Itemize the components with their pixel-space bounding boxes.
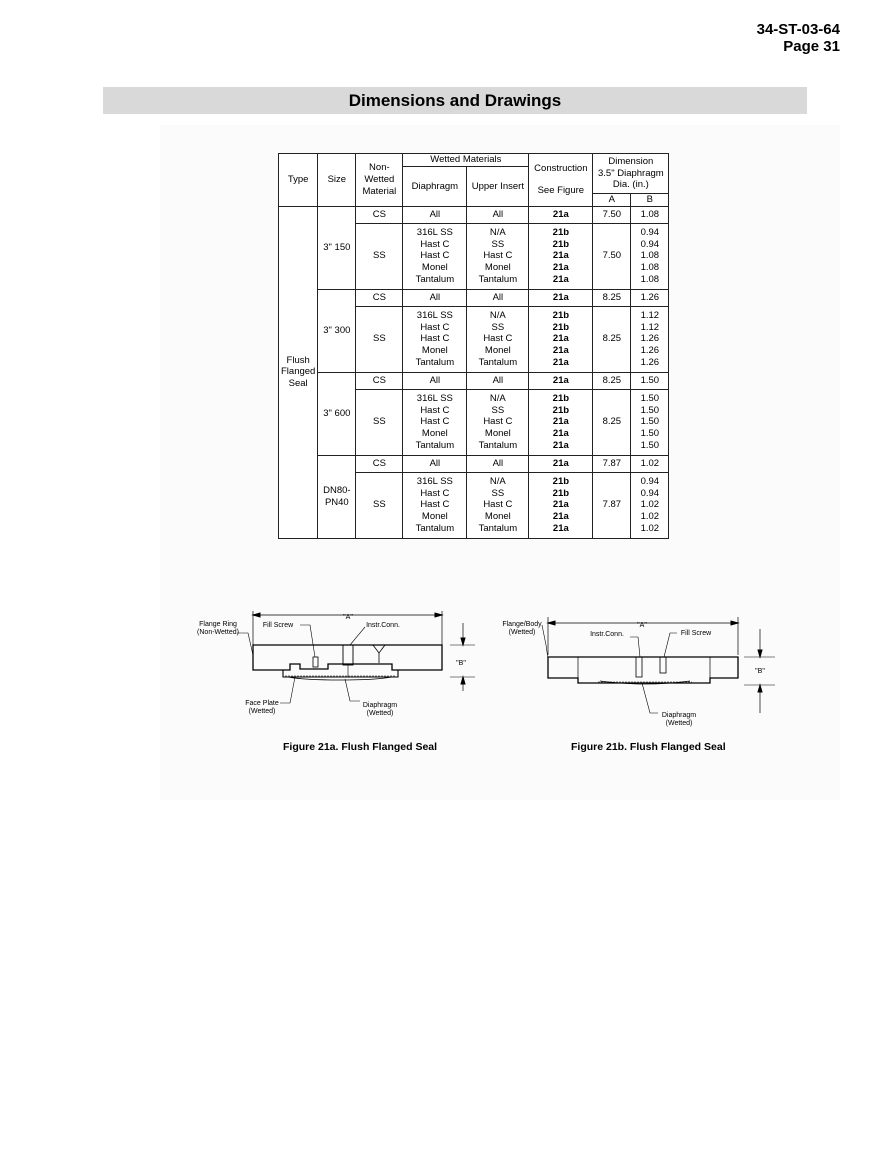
header-construction — [529, 154, 593, 207]
dimension-b-cell-line: 1.26 — [640, 333, 660, 345]
diaphragm-cell-line: Hast C — [420, 416, 450, 428]
header-non-wetted-line: Wetted — [364, 174, 395, 185]
label-dimension-b: "B" — [755, 668, 765, 675]
label-dimension-a: "A" — [343, 614, 353, 621]
figure-cell-line: 21b — [552, 392, 570, 404]
figure-cell — [529, 472, 593, 538]
figure-cell-line: 21a — [552, 416, 569, 428]
figure-cell-line: 21a — [552, 522, 569, 534]
dimension-b-cell-line: 1.08 — [640, 250, 660, 262]
upper-insert-cell: All — [467, 289, 529, 306]
label-flange-ring: Flange Ring — [199, 621, 237, 628]
diaphragm-cell-line: Hast C — [420, 321, 450, 333]
upper-insert-cell-line: Monel — [484, 345, 511, 357]
diaphragm-cell-line: Tantalum — [415, 356, 455, 368]
upper-insert-cell-line: Hast C — [483, 250, 513, 262]
dimension-b-cell-line: 0.94 — [640, 238, 660, 250]
upper-insert-cell: All — [467, 372, 529, 389]
type-cell-line: Seal — [288, 378, 308, 390]
dimension-b-cell-line: 1.08 — [640, 273, 660, 285]
diaphragm-cell-line: Hast C — [420, 250, 450, 262]
dimension-b-cell-line: 0.94 — [640, 475, 660, 487]
upper-insert-cell-line: N/A — [489, 392, 506, 404]
size-cell — [318, 455, 356, 538]
figure-cell-line: 21a — [552, 356, 569, 368]
figure-cell-line: 21a — [552, 250, 569, 262]
diaphragm-cell-line: Hast C — [420, 333, 450, 345]
size-cell — [318, 289, 356, 372]
dimension-b-cell-line: 1.02 — [640, 499, 660, 511]
label-face-plate: Face Plate — [245, 700, 279, 707]
dimension-b-cell — [631, 306, 669, 372]
diaphragm-cell-line: Monel — [421, 262, 448, 274]
figure-cell-line: 21b — [552, 404, 570, 416]
figure-cell-line: 21a — [552, 345, 569, 357]
label-flange-ring-note: (Non-Wetted) — [197, 629, 239, 636]
label-instr-conn: Instr.Conn. — [366, 622, 400, 629]
header-dimension-line: Dia. (in.) — [612, 179, 649, 191]
upper-insert-cell-line: Monel — [484, 511, 511, 523]
upper-insert-cell-line: SS — [491, 487, 505, 499]
dimension-b-cell-line: 0.94 — [640, 226, 660, 238]
figure-cell: 21a — [529, 372, 593, 389]
figure-cell-line: 21a — [552, 511, 569, 523]
diaphragm-cell-line: Hast C — [420, 499, 450, 511]
figure-21a-drawing — [180, 605, 480, 740]
dimension-a-cell: 7.87 — [593, 455, 631, 472]
figure-cell-line: 21b — [552, 487, 570, 499]
upper-insert-cell-line: N/A — [489, 475, 506, 487]
upper-insert-cell-line: Hast C — [483, 333, 513, 345]
table-row — [279, 455, 669, 472]
type-cell-line: Flush — [286, 354, 310, 366]
upper-insert-cell-line: N/A — [489, 226, 506, 238]
dimension-b-cell-line: 1.02 — [640, 511, 660, 523]
label-dimension-a: "A" — [637, 622, 647, 629]
dimension-b-cell-line: 1.50 — [640, 416, 660, 428]
dimension-b-cell: 1.02 — [631, 455, 669, 472]
document-header — [757, 21, 840, 55]
table-row — [279, 206, 669, 223]
figure-cell-line: 21b — [552, 238, 570, 250]
document-number: 34-ST-03-64 — [756, 21, 840, 38]
type-cell — [279, 206, 318, 538]
dimension-a-cell: 8.25 — [593, 372, 631, 389]
diaphragm-cell — [403, 223, 467, 289]
dimension-b-cell: 1.50 — [631, 372, 669, 389]
dimension-a-cell: 7.50 — [593, 206, 631, 223]
label-fill-screw: Fill Screw — [262, 622, 294, 629]
figure-cell-line: 21b — [552, 475, 570, 487]
diaphragm-cell-line: 316L SS — [416, 226, 453, 238]
dimension-b-cell — [631, 472, 669, 538]
upper-insert-cell-line: Hast C — [483, 499, 513, 511]
figure-cell-line: 21a — [552, 439, 569, 451]
header-type: Type — [279, 154, 318, 207]
figure-cell-line: 21b — [552, 309, 570, 321]
diaphragm-cell-line: Monel — [421, 345, 448, 357]
size-cell-line: 3" 600 — [323, 407, 351, 419]
diaphragm-cell-line: 316L SS — [416, 475, 453, 487]
diaphragm-cell: All — [403, 289, 467, 306]
diaphragm-cell-line: Tantalum — [415, 273, 455, 285]
size-cell — [318, 372, 356, 455]
label-flange-body-note: (Wetted) — [508, 629, 536, 636]
label-flange-body: Flange/Body — [502, 621, 542, 628]
diaphragm-cell — [403, 389, 467, 455]
upper-insert-cell-line: Tantalum — [478, 356, 518, 368]
material-cell: SS — [356, 472, 403, 538]
figure-cell: 21a — [529, 206, 593, 223]
diaphragm-cell-line: 316L SS — [416, 392, 453, 404]
figure-cell-line: 21a — [552, 428, 569, 440]
material-cell: SS — [356, 223, 403, 289]
header-non-wetted-line: Non- — [369, 162, 390, 174]
upper-insert-cell-line: Monel — [484, 262, 511, 274]
figure-cell-line: 21b — [552, 226, 570, 238]
upper-insert-cell-line: SS — [491, 321, 505, 333]
diaphragm-cell: All — [403, 206, 467, 223]
dimension-b-cell: 1.26 — [631, 289, 669, 306]
dimension-a-cell: 8.25 — [593, 289, 631, 306]
size-cell-line: 3" 150 — [323, 241, 351, 253]
material-cell: CS — [356, 372, 403, 389]
dimension-b-cell-line: 1.26 — [640, 345, 660, 357]
dimension-a-cell: 7.87 — [593, 472, 631, 538]
figure-cell-line: 21a — [552, 499, 569, 511]
label-instr-conn: Instr.Conn. — [590, 631, 624, 638]
upper-insert-cell-line: Monel — [484, 428, 511, 440]
size-cell-line: DN80- — [323, 485, 351, 496]
header-a: A — [593, 194, 631, 207]
upper-insert-cell: All — [467, 206, 529, 223]
material-cell: CS — [356, 289, 403, 306]
dimension-b-cell-line: 1.50 — [640, 392, 660, 404]
dimension-a-cell: 7.50 — [593, 223, 631, 289]
header-non-wetted — [356, 154, 403, 207]
upper-insert-cell-line: SS — [491, 238, 505, 250]
upper-insert-cell-line: Tantalum — [478, 273, 518, 285]
diaphragm-cell-line: Monel — [421, 428, 448, 440]
header-construction-label: Construction — [534, 163, 588, 175]
header-size: Size — [318, 154, 356, 207]
label-dimension-b: "B" — [456, 660, 466, 667]
material-cell: SS — [356, 306, 403, 372]
diaphragm-cell — [403, 306, 467, 372]
header-dimension-line: Dimension — [608, 155, 654, 167]
diaphragm-cell-line: 316L SS — [416, 309, 453, 321]
upper-insert-cell — [467, 472, 529, 538]
upper-insert-cell-line: Tantalum — [478, 522, 518, 534]
figure-cell: 21a — [529, 289, 593, 306]
material-cell: SS — [356, 389, 403, 455]
material-cell: CS — [356, 206, 403, 223]
dimension-b-cell-line: 1.02 — [640, 522, 660, 534]
header-dimension — [593, 154, 669, 194]
figure-21b-caption: Figure 21b. Flush Flanged Seal — [571, 741, 726, 753]
dimension-b-cell-line: 1.26 — [640, 356, 660, 368]
figure-cell — [529, 223, 593, 289]
figure-cell-line: 21a — [552, 262, 569, 274]
dimension-b-cell-line: 1.50 — [640, 439, 660, 451]
diaphragm-cell-line: Hast C — [420, 487, 450, 499]
table-row — [279, 372, 669, 389]
dimension-a-cell: 8.25 — [593, 389, 631, 455]
dimension-b-cell-line: 1.50 — [640, 404, 660, 416]
figure-cell — [529, 306, 593, 372]
upper-insert-cell-line: N/A — [489, 309, 506, 321]
upper-insert-cell-line: Hast C — [483, 416, 513, 428]
diaphragm-cell-line: Hast C — [420, 238, 450, 250]
header-b: B — [631, 194, 669, 207]
type-cell-line: Flanged — [281, 366, 316, 378]
dimension-b-cell-line: 1.12 — [640, 309, 660, 321]
diaphragm-cell: All — [403, 372, 467, 389]
diaphragm-cell-line: Tantalum — [415, 439, 455, 451]
label-diaphragm: Diaphragm — [661, 712, 697, 719]
dimension-table — [278, 153, 669, 539]
header-upper-insert: Upper Insert — [467, 167, 529, 207]
diaphragm-cell-line: Hast C — [420, 404, 450, 416]
diaphragm-cell-line: Monel — [421, 511, 448, 523]
upper-insert-cell — [467, 306, 529, 372]
figure-cell — [529, 389, 593, 455]
dimension-b-cell-line: 0.94 — [640, 487, 660, 499]
figure-21b-drawing — [490, 605, 790, 740]
header-wetted-materials: Wetted Materials — [403, 154, 529, 167]
material-cell: CS — [356, 455, 403, 472]
diaphragm-cell — [403, 472, 467, 538]
figure-cell-line: 21b — [552, 321, 570, 333]
dimension-b-cell: 1.08 — [631, 206, 669, 223]
dimension-b-cell — [631, 223, 669, 289]
diaphragm-cell-line: Tantalum — [415, 522, 455, 534]
upper-insert-cell — [467, 389, 529, 455]
table-row — [279, 289, 669, 306]
figure-cell-line: 21a — [552, 333, 569, 345]
header-see-figure: See Figure — [537, 184, 585, 196]
dimension-b-cell-line: 1.50 — [640, 428, 660, 440]
upper-insert-cell-line: SS — [491, 404, 505, 416]
dimension-b-cell-line: 1.12 — [640, 321, 660, 333]
header-dimension-line: 3.5" Diaphragm — [598, 167, 664, 179]
size-cell-line: 3" 300 — [323, 324, 351, 336]
header-diaphragm: Diaphragm — [403, 167, 467, 207]
label-face-plate-note: (Wetted) — [248, 708, 276, 715]
label-diaphragm-note: (Wetted) — [665, 720, 693, 727]
section-title: Dimensions and Drawings — [103, 87, 807, 114]
upper-insert-cell-line: Tantalum — [478, 439, 518, 451]
header-non-wetted-line: Material — [362, 185, 397, 197]
diaphragm-cell: All — [403, 455, 467, 472]
dimension-a-cell: 8.25 — [593, 306, 631, 372]
size-cell — [318, 206, 356, 289]
figure-cell-line: 21a — [552, 273, 569, 285]
label-diaphragm: Diaphragm — [362, 702, 398, 709]
dimension-b-cell — [631, 389, 669, 455]
size-cell-line: PN40 — [324, 496, 349, 508]
upper-insert-cell: All — [467, 455, 529, 472]
dimension-b-cell-line: 1.08 — [640, 262, 660, 274]
label-diaphragm-note: (Wetted) — [366, 710, 394, 717]
figure-cell: 21a — [529, 455, 593, 472]
page-number: Page 31 — [783, 38, 840, 55]
upper-insert-cell — [467, 223, 529, 289]
label-fill-screw: Fill Screw — [680, 630, 712, 637]
figure-21a-caption: Figure 21a. Flush Flanged Seal — [283, 741, 438, 753]
